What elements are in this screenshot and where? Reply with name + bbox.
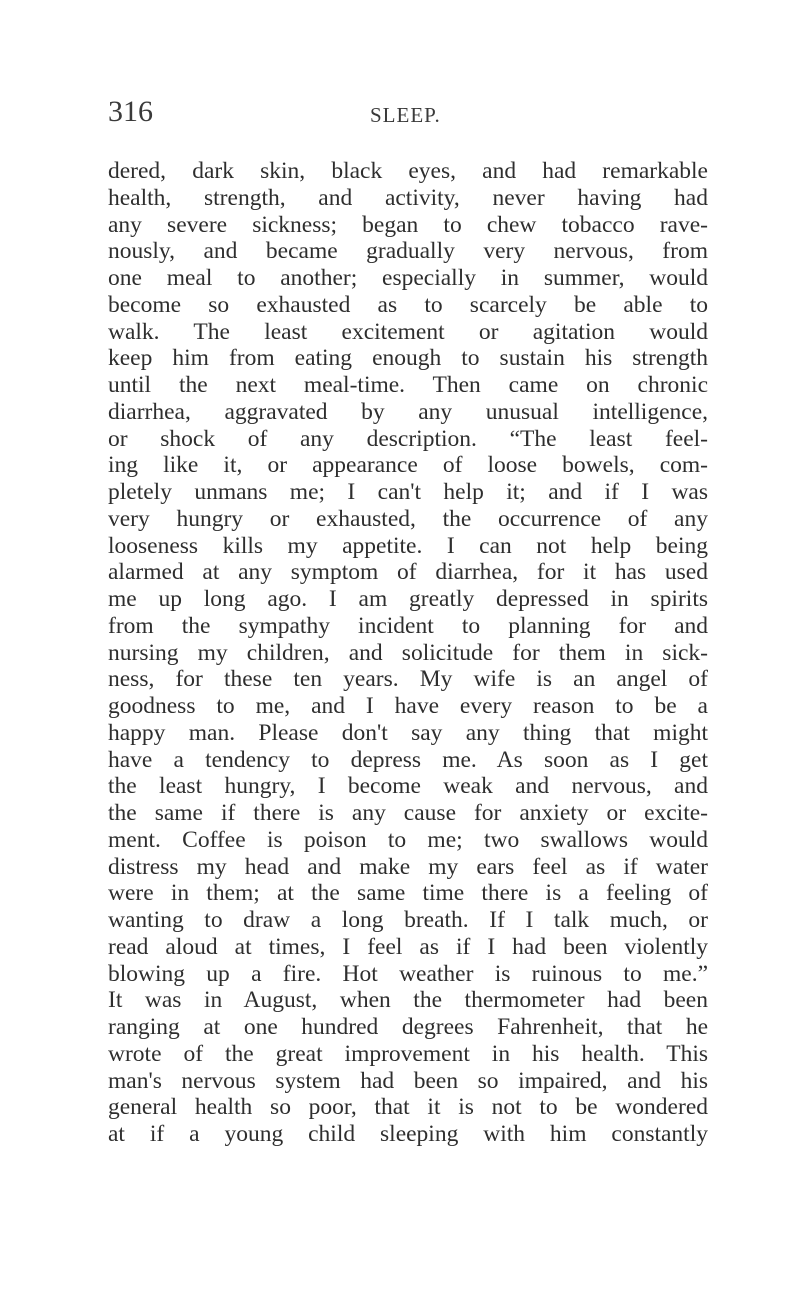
text-line: dered, dark skin, black eyes, and had remarkable [108, 158, 708, 184]
text-line: walk. The least excitement or agitation would [108, 318, 708, 345]
text-line: looseness kills my appetite. I can not help being [108, 532, 708, 559]
text-line: the same if there is any cause for anxiety or excite- [108, 800, 708, 826]
text-line: have a tendency to depress me. As soon as I get [108, 746, 708, 773]
text-line: happy man. Please don't say any thing that might [108, 719, 708, 746]
text-line: one meal to another; especially in summer, would [108, 265, 708, 291]
text-line: become so exhausted as to scarcely be able to [108, 291, 708, 318]
text-line: ranging at one hundred degrees Fahrenheit, that he [108, 1014, 708, 1040]
text-line: It was in August, when the thermometer had been [108, 987, 708, 1014]
text-line: me up long ago. I am greatly depressed in spirits [108, 586, 708, 612]
text-line: were in them; at the same time there is a feeling of [108, 880, 708, 907]
body-text [108, 158, 708, 1148]
text-line: wanting to draw a long breath. If I talk much, or [108, 907, 708, 933]
text-line: the least hungry, I become weak and nervous, and [108, 773, 708, 800]
text-line: from the sympathy incident to planning for and [108, 612, 708, 639]
text-line: ing like it, or appearance of loose bowels, com- [108, 452, 708, 479]
text-line: keep him from eating enough to sustain his strength [108, 345, 708, 372]
text-line: wrote of the great improvement in his health. This [108, 1040, 708, 1067]
text-line: at if a young child sleeping with him constantly [108, 1121, 708, 1147]
text-line: nously, and became gradually very nervous, from [108, 238, 708, 265]
text-line: alarmed at any symptom of diarrhea, for it has used [108, 559, 708, 586]
text-line: any severe sickness; began to chew tobacco rave- [108, 211, 708, 238]
text-line: ment. Coffee is poison to me; two swallows would [108, 826, 708, 853]
running-title: SLEEP. [370, 103, 441, 127]
text-line: until the next meal-time. Then came on chronic [108, 372, 708, 398]
text-line: blowing up a fire. Hot weather is ruinous to me.” [108, 960, 708, 987]
running-head [108, 92, 708, 132]
text-line: or shock of any description. “The least feel- [108, 425, 708, 452]
page-number: 316 [108, 95, 153, 128]
text-line: very hungry or exhausted, the occurrence of any [108, 505, 708, 532]
text-line: nursing my children, and solicitude for them in sick- [108, 639, 708, 666]
text-line: general health so poor, that it is not to be wondered [108, 1094, 708, 1121]
text-line: goodness to me, and I have every reason to be a [108, 693, 708, 719]
text-line: ness, for these ten years. My wife is an angel of [108, 666, 708, 693]
text-line: diarrhea, aggravated by any unusual intelligence, [108, 398, 708, 425]
text-line: health, strength, and activity, never having had [108, 184, 708, 211]
text-line: distress my head and make my ears feel as if water [108, 853, 708, 880]
text-line: man's nervous system had been so impaired, and his [108, 1067, 708, 1094]
text-line: read aloud at times, I feel as if I had been violently [108, 933, 708, 960]
text-line: pletely unmans me; I can't help it; and if I was [108, 479, 708, 505]
